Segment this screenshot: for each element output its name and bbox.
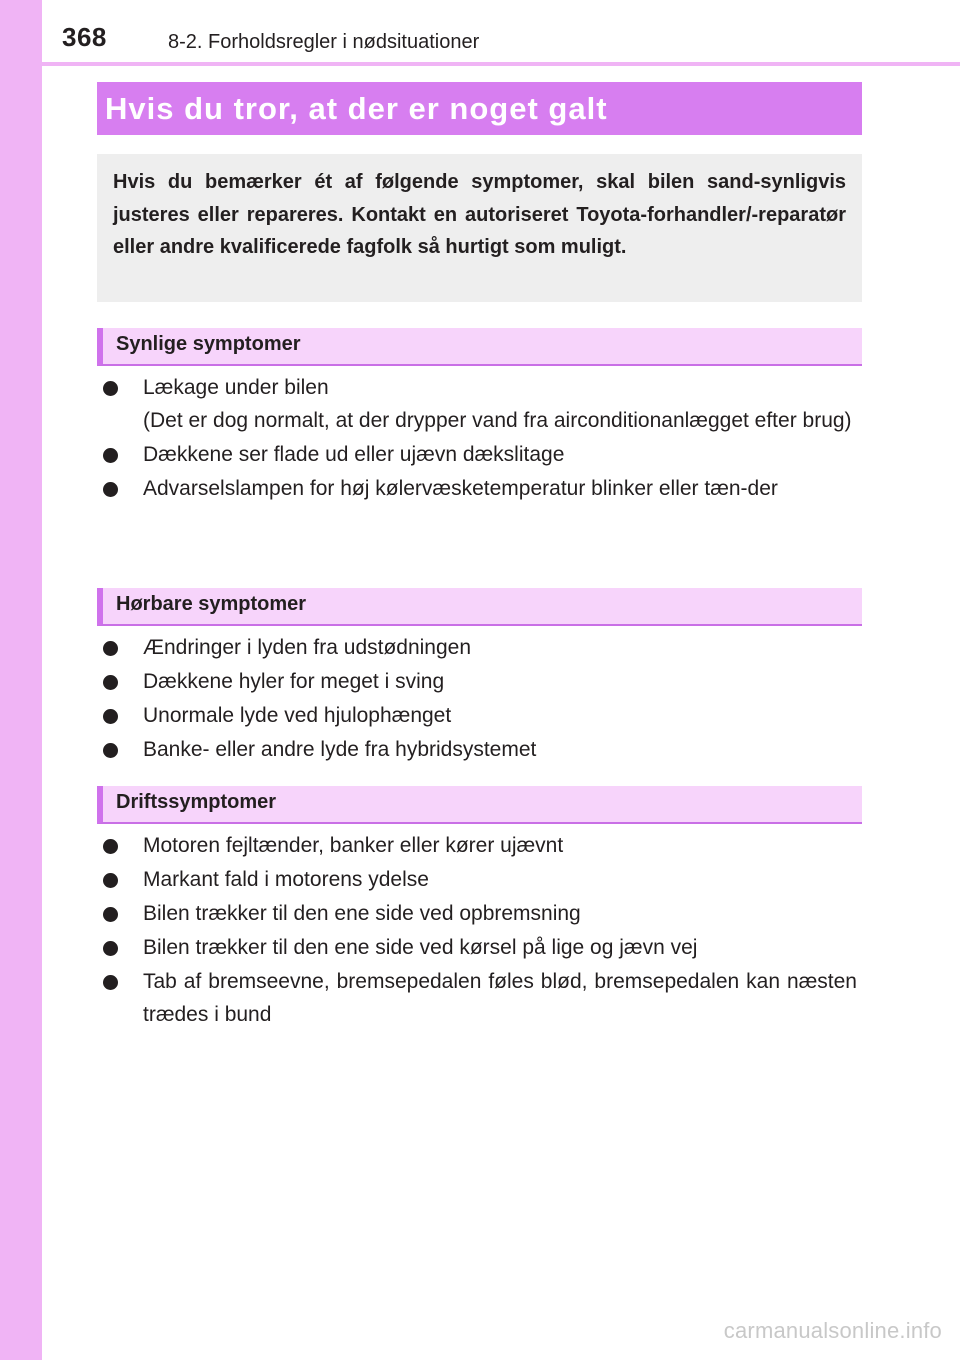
- page-number: 368: [62, 22, 107, 52]
- list-item-text: Banke- eller andre lyde fra hybridsystemet: [143, 738, 537, 761]
- list-item-text: Unormale lyde ved hjulophænget: [143, 704, 452, 727]
- bullet-icon: [103, 482, 118, 497]
- list-item: [97, 864, 857, 897]
- list-item-text: Ændringer i lyden fra udstødningen: [143, 636, 472, 659]
- list-item-note: (Det er dog normalt, at der drypper vand fra airconditionanlægget efter brug): [143, 408, 852, 432]
- bullet-icon: [103, 743, 118, 758]
- bullet-icon: [103, 381, 118, 396]
- list-item-text: Dækkene hyler for meget i sving: [143, 670, 445, 693]
- list-item: [97, 898, 857, 931]
- list-item-text: Tab af bremseevne, bremsepedalen føles blød, bremsepedalen kan næsten trædes i bund: [143, 970, 857, 1026]
- bullet-icon: [103, 641, 118, 656]
- list-item: [97, 932, 857, 965]
- list-item-text: Bilen trækker til den ene side ved opbremsning: [143, 902, 581, 925]
- list-item-text: Bilen trækker til den ene side ved kørsel på lige og jævn vej: [143, 936, 698, 959]
- bullet-icon: [103, 675, 118, 690]
- list-item: [97, 830, 857, 863]
- list-item: [97, 473, 857, 506]
- watermark-text: carmanualsonline.info: [723, 1318, 942, 1343]
- list-item-text: Markant fald i motorens ydelse: [143, 868, 429, 891]
- bullet-icon: [103, 907, 118, 922]
- bullet-icon: [103, 448, 118, 463]
- intro-box: Hvis du bemærker ét af følgende symptomer, skal bilen sand-synligvis justeres eller repareres. Kontakt en autoriseret Toyota-forhandler/-reparatør eller andre kvalificerede fagfolk så hurtigt som muligt.: [97, 154, 862, 302]
- list-item-text: Motoren fejltænder, banker eller kører ujævnt: [143, 834, 564, 857]
- list-item-text: Lækage under bilen: [143, 376, 329, 399]
- list-item-text: Dækkene ser flade ud eller ujævn dækslitage: [143, 442, 565, 466]
- bullet-icon: [103, 839, 118, 854]
- list-item: [97, 966, 857, 1031]
- list-item: [97, 439, 857, 472]
- bullet-icon: [103, 975, 118, 990]
- list-item: [97, 734, 857, 767]
- list-item-text: Advarselslampen for høj kølervæsketemperatur blinker eller tæn-der: [143, 476, 778, 500]
- chapter-title: 8-2. Forholdsregler i nødsituationer: [168, 31, 480, 53]
- bullet-icon: [103, 873, 118, 888]
- section-heading-visible-symptoms: Synlige symptomer: [97, 328, 862, 366]
- list-item: [97, 700, 857, 733]
- header-rule: [42, 62, 960, 66]
- operational-symptoms-list: [97, 830, 857, 1033]
- section-heading-audible-symptoms: Hørbare symptomer: [97, 588, 862, 626]
- section-heading-operational-symptoms: Driftssymptomer: [97, 786, 862, 824]
- audible-symptoms-list: [97, 632, 857, 768]
- list-item: [97, 632, 857, 665]
- bullet-icon: [103, 941, 118, 956]
- list-item: [97, 666, 857, 699]
- side-color-strip: [0, 0, 42, 1360]
- visible-symptoms-list: [97, 372, 857, 507]
- bullet-icon: [103, 709, 118, 724]
- list-item: [97, 372, 857, 437]
- main-title: Hvis du tror, at der er noget galt: [97, 82, 862, 135]
